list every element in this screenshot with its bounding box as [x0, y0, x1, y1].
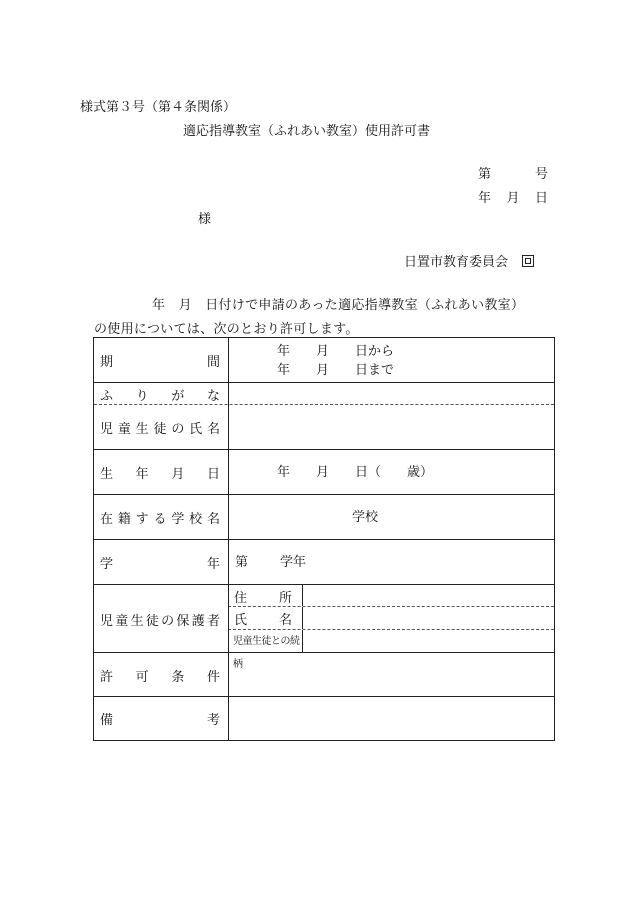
issue-number-dai: 第: [478, 167, 492, 182]
guardian-name-label: 氏 名: [234, 613, 292, 628]
issue-date: [478, 187, 548, 206]
guardian-address-field[interactable]: [303, 585, 554, 607]
remarks-field[interactable]: [229, 697, 554, 740]
row-period: [94, 338, 554, 383]
label-conditions: 許 可 条 件: [100, 669, 220, 685]
issue-date-year: 年: [478, 191, 492, 206]
label-grade: 学 年: [100, 557, 220, 572]
school-field[interactable]: 学校: [352, 510, 379, 525]
guardian-name-row: [228, 607, 554, 630]
row-guardian: [94, 585, 554, 670]
period-to: 年 月 日まで: [277, 363, 395, 378]
birthdate-field[interactable]: 年 月 日（ 歳）: [277, 465, 434, 480]
guardian-address-label: 住 所: [234, 590, 292, 606]
guardian-address-row: [228, 585, 554, 607]
body-text: [94, 294, 564, 342]
label-period: 期 間: [100, 355, 220, 370]
issuer: [404, 251, 534, 270]
label-school: 在 籍 す る 学 校 名: [100, 512, 220, 527]
form-number: 様式第３号（第４条関係）: [80, 100, 237, 115]
label-birthdate: 生 年 月 日: [100, 467, 220, 482]
label-guardian: 児 童 生 徒 の 保 護 者: [100, 613, 220, 629]
row-grade: [94, 540, 554, 585]
period-from: 年 月 日から: [277, 344, 395, 359]
guardian-relation-label: 児童生徒との続柄: [233, 636, 300, 670]
row-school: [94, 495, 554, 540]
issue-number: [478, 163, 548, 182]
label-furigana: ふ り が な: [100, 388, 220, 404]
student-name-field[interactable]: [229, 405, 554, 450]
row-student-name: [94, 405, 554, 450]
document-title: 適応指導教室（ふれあい教室）使用許可書: [183, 124, 431, 139]
permit-table: [93, 337, 555, 741]
furigana-field[interactable]: [229, 383, 554, 405]
body-line-2: の使用については、次のとおり許可します。: [94, 322, 359, 337]
conditions-field[interactable]: [229, 653, 554, 697]
row-remarks: [94, 697, 554, 740]
issue-date-day: 日: [534, 191, 548, 206]
issue-number-gou: 号: [534, 167, 548, 182]
label-student-name: 児 童 生 徒 の 氏 名: [100, 422, 220, 437]
guardian-relation-row: [228, 630, 554, 670]
row-conditions: [94, 653, 554, 697]
guardian-name-field[interactable]: [303, 607, 554, 630]
guardian-relation-field[interactable]: [303, 630, 554, 653]
addressee-honorific: 様: [198, 212, 212, 227]
grade-dai: 第: [235, 555, 249, 570]
grade-gakunen: 学年: [280, 555, 307, 570]
seal-icon: [522, 255, 534, 267]
table-column-divider: [228, 338, 229, 740]
period-value[interactable]: [229, 342, 554, 380]
body-line-1: 年 月 日付けで申請のあった適応指導教室（ふれあい教室）: [152, 298, 525, 313]
row-birthdate: [94, 450, 554, 495]
row-furigana: [94, 383, 554, 405]
issuer-name: 日置市教育委員会: [404, 255, 509, 270]
issue-date-month: 月: [506, 191, 520, 206]
label-remarks: 備 考: [100, 713, 220, 728]
grade-field[interactable]: [229, 540, 554, 585]
